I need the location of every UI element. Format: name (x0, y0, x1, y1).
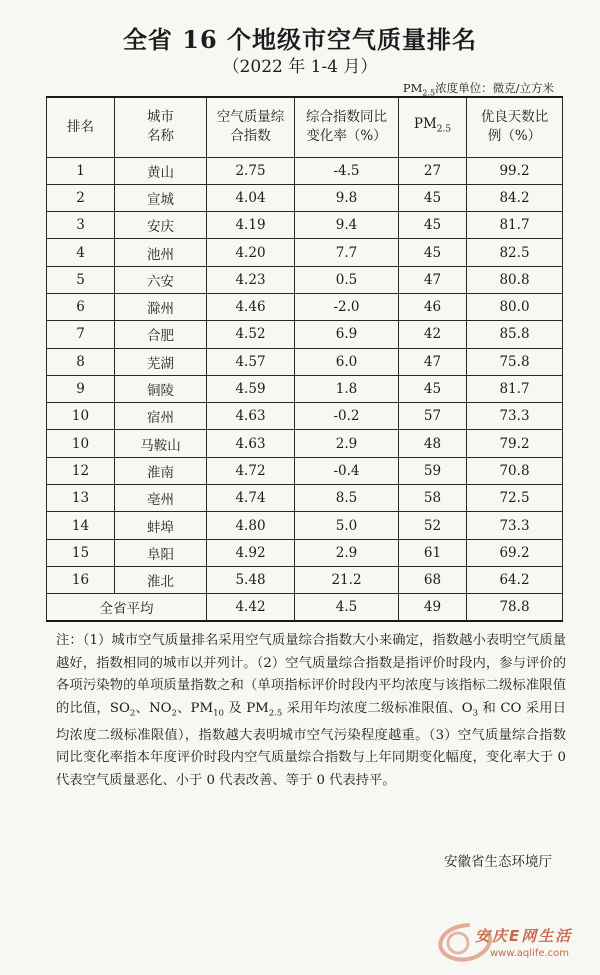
cell-change: 2.9 (295, 430, 399, 457)
cell-change: 6.0 (295, 348, 399, 375)
cell-good-days: 70.8 (467, 457, 563, 484)
cell-good-days: 80.0 (467, 293, 563, 320)
cell-city: 亳州 (115, 485, 207, 512)
table-row (47, 293, 563, 320)
header-pm25-sub: 2.5 (436, 124, 452, 135)
cell-good-days: 80.8 (467, 266, 563, 293)
cell-rank: 6 (47, 293, 115, 320)
cell-city: 黄山 (115, 157, 207, 184)
table-row (47, 239, 563, 266)
table-row (47, 375, 563, 402)
table-row (47, 403, 563, 430)
cell-index: 4.19 (207, 212, 295, 239)
cell-good-days: 73.3 (467, 512, 563, 539)
cell-rank: 12 (47, 457, 115, 484)
cell-change: 8.5 (295, 485, 399, 512)
cell-index: 4.20 (207, 239, 295, 266)
note-part3: 和 CO 采用日均浓度二级标准限值），指数越大表明城市空气污染程度越重。（3）空气质量综合指数同比变化率指本年度评价时段内空气质量综合指数与上年同期变化幅度，变化率大于 0 代表空气质量恶化、小于 0 代表改善、等于 0 代表持平。 (56, 700, 567, 788)
note-pm25-sub: 2.5 (268, 708, 283, 719)
cell-city: 滁州 (115, 293, 207, 320)
footnote (56, 630, 566, 792)
header-index-line1: 空气质量综 (216, 109, 285, 126)
table-row (47, 539, 563, 566)
cell-change: 6.9 (295, 321, 399, 348)
average-index: 4.42 (207, 594, 295, 621)
unit-pm: PM (402, 81, 423, 95)
watermark-e-icon (448, 933, 468, 953)
cell-index: 4.63 (207, 430, 295, 457)
cell-index: 4.52 (207, 321, 295, 348)
cell-pm25: 61 (399, 539, 467, 566)
cell-good-days: 73.3 (467, 403, 563, 430)
cell-city: 六安 (115, 266, 207, 293)
table-row (47, 512, 563, 539)
watermark-text: 安庆E网生活 (475, 927, 573, 945)
cell-index: 4.72 (207, 457, 295, 484)
unit-label (403, 80, 554, 97)
header-city-line1: 城市 (147, 109, 174, 126)
cell-good-days: 64.2 (467, 566, 563, 593)
cell-rank: 4 (47, 239, 115, 266)
average-label: 全省平均 (47, 594, 207, 621)
cell-change: 2.9 (295, 539, 399, 566)
cell-city: 马鞍山 (115, 430, 207, 457)
cell-index: 4.23 (207, 266, 295, 293)
cell-good-days: 99.2 (467, 157, 563, 184)
cell-rank: 10 (47, 430, 115, 457)
header-pm25 (399, 97, 467, 157)
cell-index: 4.46 (207, 293, 295, 320)
note-so2-sub: 2 (129, 708, 136, 719)
note-no2: NO (148, 700, 172, 716)
cell-pm25: 27 (399, 157, 467, 184)
unit-text: 浓度单位：微克/立方米 (435, 81, 554, 95)
cell-pm25: 45 (399, 212, 467, 239)
cell-pm25: 48 (399, 430, 467, 457)
cell-good-days: 81.7 (467, 375, 563, 402)
cell-change: 21.2 (295, 566, 399, 593)
cell-rank: 16 (47, 566, 115, 593)
cell-city: 芜湖 (115, 348, 207, 375)
note-part2: 采用年均浓度二级标准限值、 (282, 700, 462, 716)
cell-pm25: 57 (399, 403, 467, 430)
header-change (295, 97, 399, 157)
header-change-line1: 综合指数同比 (306, 109, 387, 126)
table-body (47, 157, 563, 621)
cell-index: 4.57 (207, 348, 295, 375)
average-pm25: 49 (399, 594, 467, 621)
cell-pm25: 59 (399, 457, 467, 484)
cell-index: 5.48 (207, 566, 295, 593)
cell-city: 安庆 (115, 212, 207, 239)
header-index (207, 97, 295, 157)
table-row (47, 212, 563, 239)
cell-city: 淮南 (115, 457, 207, 484)
note-pm25: PM (246, 700, 269, 716)
cell-change: 0.5 (295, 266, 399, 293)
cell-change: -0.4 (295, 457, 399, 484)
header-pm25-text: PM (413, 115, 437, 132)
table-row (47, 348, 563, 375)
cell-index: 4.59 (207, 375, 295, 402)
table-row (47, 485, 563, 512)
document-subtitle: （2022 年 1-4 月） (222, 57, 378, 77)
cell-pm25: 52 (399, 512, 467, 539)
cell-rank: 5 (47, 266, 115, 293)
cell-pm25: 45 (399, 184, 467, 211)
watermark-url: www.aqlife.com (490, 948, 570, 959)
note-o3: O (461, 700, 473, 716)
cell-pm25: 46 (399, 293, 467, 320)
cell-good-days: 84.2 (467, 184, 563, 211)
note-sep1: 、 (135, 700, 149, 716)
cell-pm25: 45 (399, 375, 467, 402)
cell-rank: 14 (47, 512, 115, 539)
cell-city: 宿州 (115, 403, 207, 430)
header-good-line1: 优良天数比 (480, 109, 549, 126)
cell-rank: 15 (47, 539, 115, 566)
note-part1: 注：（1）城市空气质量排名采用空气质量综合指数大小来确定，指数越小表明空气质量越好，指数相同的城市以并列计。（2）空气质量综合指数是指评价时段内，参与评价的各项污染物的单项质量指数之和（单项指标评价时段内平均浓度与该指标二级标准限值的比值， (56, 633, 566, 716)
header-city-line2: 名称 (147, 128, 174, 145)
average-good: 78.8 (467, 594, 563, 621)
header-city (115, 97, 207, 157)
cell-pm25: 68 (399, 566, 467, 593)
cell-pm25: 47 (399, 348, 467, 375)
unit-pm-sub: 2.5 (422, 88, 436, 98)
cell-city: 合肥 (115, 321, 207, 348)
cell-index: 4.92 (207, 539, 295, 566)
average-change: 4.5 (295, 594, 399, 621)
cell-rank: 13 (47, 485, 115, 512)
note-and: 及 (223, 700, 247, 716)
average-row (47, 594, 563, 621)
cell-city: 淮北 (115, 566, 207, 593)
cell-pm25: 47 (399, 266, 467, 293)
cell-good-days: 85.8 (467, 321, 563, 348)
document-title: 全省 16 个地级市空气质量排名 (122, 25, 478, 54)
source-agency: 安徽省生态环境厅 (444, 854, 552, 870)
header-good-line2: 例（%） (487, 128, 542, 145)
cell-good-days: 69.2 (467, 539, 563, 566)
cell-rank: 10 (47, 403, 115, 430)
cell-rank: 8 (47, 348, 115, 375)
table-row (47, 457, 563, 484)
cell-index: 4.63 (207, 403, 295, 430)
table-row (47, 566, 563, 593)
note-so2: SO (109, 700, 130, 716)
cell-index: 2.75 (207, 157, 295, 184)
cell-good-days: 82.5 (467, 239, 563, 266)
cell-change: -2.0 (295, 293, 399, 320)
cell-good-days: 79.2 (467, 430, 563, 457)
cell-good-days: 81.7 (467, 212, 563, 239)
cell-city: 蚌埠 (115, 512, 207, 539)
cell-change: 7.7 (295, 239, 399, 266)
cell-change: -4.5 (295, 157, 399, 184)
cell-pm25: 58 (399, 485, 467, 512)
note-pm10-sub: 10 (213, 708, 224, 719)
cell-change: -0.2 (295, 403, 399, 430)
cell-city: 宣城 (115, 184, 207, 211)
table-row (47, 184, 563, 211)
cell-change: 9.8 (295, 184, 399, 211)
cell-change: 1.8 (295, 375, 399, 402)
table-header-row (47, 97, 563, 157)
header-change-line2: 变化率（%） (306, 128, 387, 145)
cell-city: 阜阳 (115, 539, 207, 566)
header-good-days (467, 97, 563, 157)
cell-change: 9.4 (295, 212, 399, 239)
note-pm10: PM (190, 700, 214, 716)
note-no2-sub: 2 (171, 708, 177, 719)
table-row (47, 321, 563, 348)
cell-good-days: 75.8 (467, 348, 563, 375)
cell-city: 池州 (115, 239, 207, 266)
cell-good-days: 72.5 (467, 485, 563, 512)
cell-rank: 1 (47, 157, 115, 184)
cell-pm25: 45 (399, 239, 467, 266)
header-rank: 排名 (47, 97, 115, 157)
cell-index: 4.04 (207, 184, 295, 211)
note-o3-sub: 3 (472, 708, 479, 719)
cell-change: 5.0 (295, 512, 399, 539)
note-sep2: 、 (176, 700, 191, 716)
ranking-table (46, 96, 563, 622)
cell-index: 4.80 (207, 512, 295, 539)
table-row (47, 157, 563, 184)
cell-index: 4.74 (207, 485, 295, 512)
cell-rank: 3 (47, 212, 115, 239)
cell-pm25: 42 (399, 321, 467, 348)
header-index-line2: 合指数 (230, 128, 271, 145)
cell-rank: 9 (47, 375, 115, 402)
cell-rank: 2 (47, 184, 115, 211)
table-row (47, 266, 563, 293)
cell-rank: 7 (47, 321, 115, 348)
table-row (47, 430, 563, 457)
cell-city: 铜陵 (115, 375, 207, 402)
